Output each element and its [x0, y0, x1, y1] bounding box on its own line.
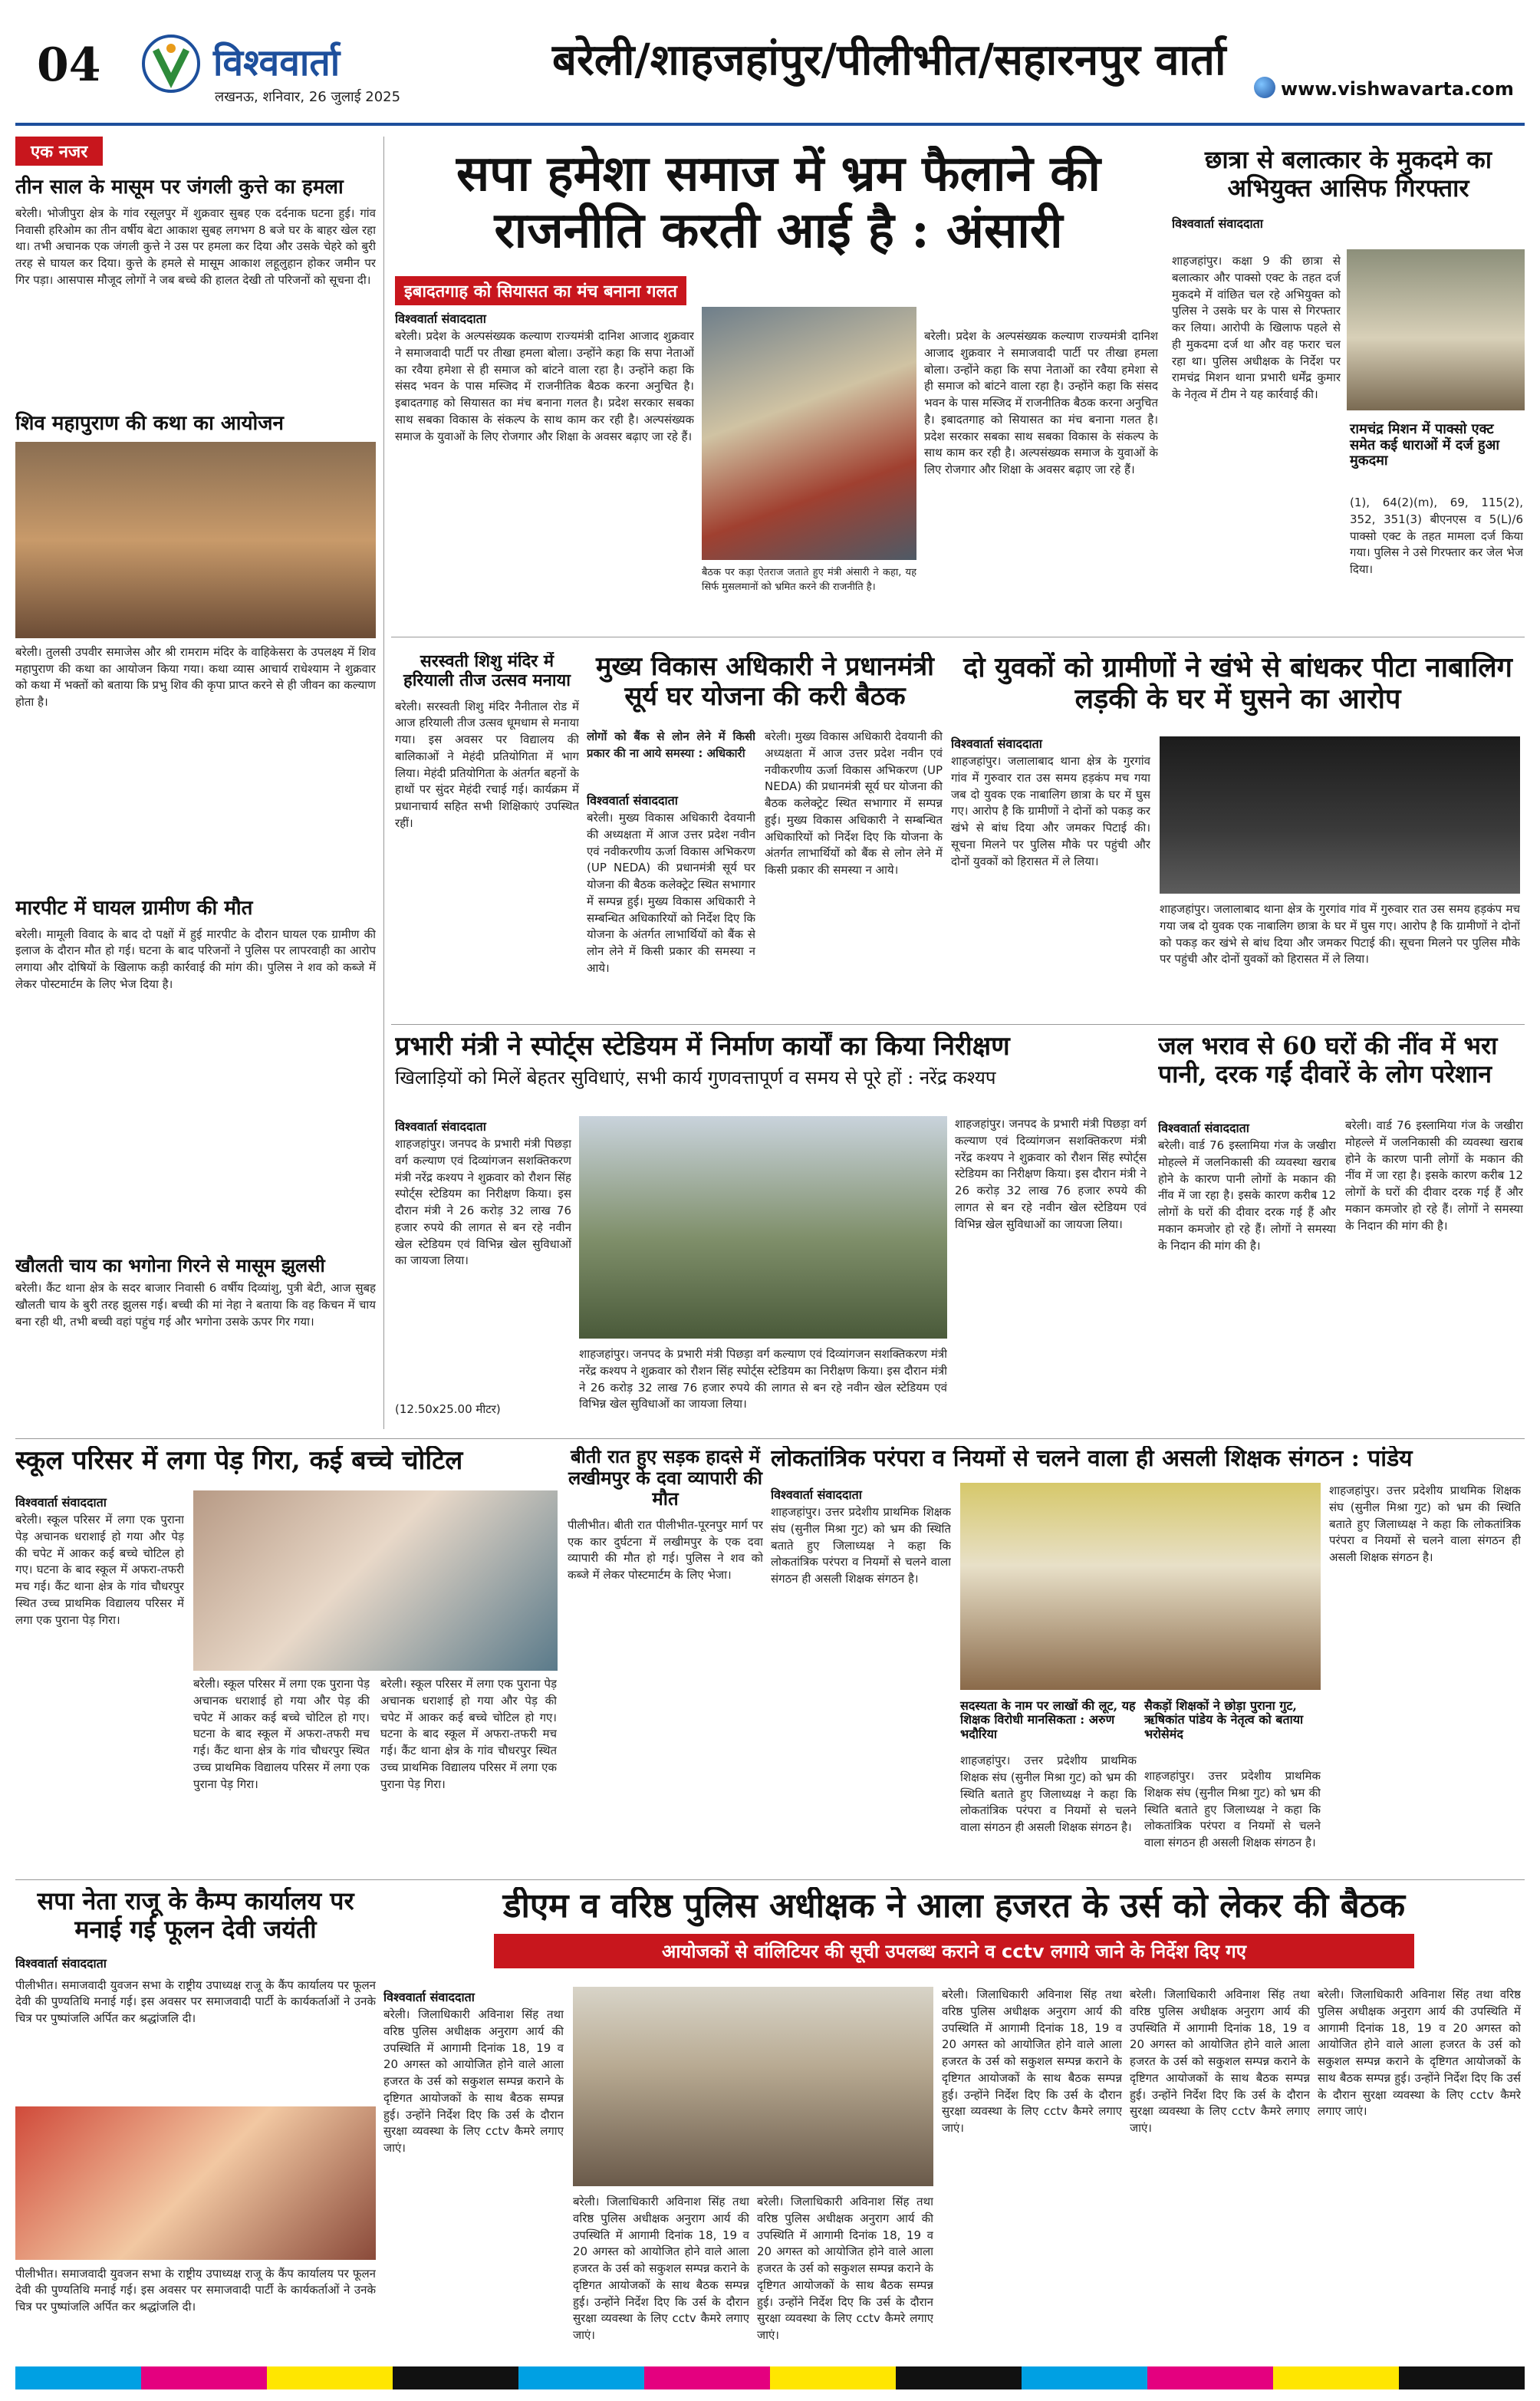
youths-beaten-body-col2: शाहजहांपुर। जलालाबाद थाना क्षेत्र के गुरगांव गांव में गुरुवार रात उस समय हड़कंप मच गया जब दो युवक एक नाबालिग छात्रा के घर में घुस गए। आरोप है कि ग्रामीणों ने दोनों को पकड़ कर खंभे से बांध दिया और जमकर पिटाई की। सूचना मिलने पर पुलिस मौके पर पहुंची और दोनों युवकों को हिरासत में ले लिया।	[1160, 902, 1520, 967]
cmyk-black	[896, 2366, 1022, 2389]
urs-subhead: आयोजकों से वांलिटियर की सूची उपलब्ध कराने व cctv लगाये जाने के निर्देश दिए गए	[494, 1934, 1414, 1968]
sidebar-story2-body: बरेली। तुलसी उपवीर समाजेस और श्री रामराम मंदिर के वाहिकेसरा के उपलक्ष्य में शिव महापुराण की कथा का आयोजन किया गया। कथा व्यास आचार्य राधेश्याम ने शुक्रवार को कथा में भक्तों को बताया कि प्रभु शिव की कृपा प्राप्त करने से ही जीवन का कल्याण होता है।	[15, 644, 376, 710]
trader-death-headline: बीती रात हुए सड़क हादसे में लखीमपुर के दवा व्यापारी की मौत	[568, 1446, 762, 1510]
sidebar-story2-headline: शिव महापुराण की कथा का आयोजन	[15, 411, 284, 435]
trader-death-body: पीलीभीत। बीती रात पीलीभीत-पूरनपुर मार्ग पर एक कार दुर्घटना में लखीमपुर के एक दवा व्यापारी की मौत हो गई। पुलिस ने शव को कब्जे में लेकर पोस्टमार्टम के लिए भेजा।	[568, 1517, 763, 1583]
rape-accused-caption: रामचंद्र मिशन में पाक्सो एक्ट समेत कई धाराओं में दर्ज हुआ मुकदमा	[1350, 421, 1499, 469]
phoolan-body-cont: पीलीभीत। समाजवादी युवजन सभा के राष्ट्रीय उपाध्यक्ष राजू के कैंप कार्यालय पर फूलन देवी की पुण्यतिथि मनाई गई। इस अवसर पर समाजवादी पार्टी के कार्यकर्ताओं ने उनके चित्र पर पुष्पांजलि अर्पित कर श्रद्धांजलि दी।	[15, 2266, 376, 2314]
cmyk-cyan	[1022, 2366, 1147, 2389]
teacher-union-pull1: सदस्यता के नाम पर लाखों की लूट, यह शिक्षक विरोधी मानसिकता : अरुण भदौरिया	[960, 1698, 1136, 1741]
surya-ghar-callout: लोगों को बैंक से लोन लेने में किसी प्रकार की ना आये समस्या : अधिकारी	[587, 730, 755, 760]
stadium-byline: विश्ववार्ता संवाददाता	[395, 1116, 486, 1136]
sidebar-story1-body: बरेली। भोजीपुरा क्षेत्र के गांव रसूलपुर में शुक्रवार सुबह एक दर्दनाक घटना हुई। गांव निवासी हरिओम का तीन वर्षीय बेटा आकाश सुबह लगभग 8 बजे घर के बाहर खेल रहा था। तभी अचानक एक जंगली कुत्ते ने उस पर हमला कर दिया और उसके चेहरे को बुरी तरह से घायल कर दिया। कुत्ते के हमले से मासूम आकाश लहूलुहान होकर जमीन पर गिर पड़ा। आसपास मौजूद लोगों ने जब बच्चे की हालत देखी तो परिजनों को सूचना दी।	[15, 206, 376, 287]
teacher-union-body-col4: शाहजहांपुर। उत्तर प्रदेशीय प्राथमिक शिक्षक संघ (सुनील मिश्रा गुट) को भ्रम की स्थिति बताते हुए जिलाध्यक्ष ने कहा कि लोकतांत्रिक परंपरा व नियमों से चलने वाला संगठन ही असली शिक्षक संगठन है।	[1144, 1769, 1321, 1849]
tree-fall-photo	[193, 1490, 558, 1671]
sidebar-story1-headline: तीन साल के मासूम पर जंगली कुत्ते का हमला	[15, 176, 344, 199]
phoolan-story	[15, 1887, 376, 2347]
youths-beaten-headline: दो युवकों को ग्रामीणों ने खंभे से बांधकर पीटा नाबालिग लड़की के घर में घुसने का आरोप	[963, 652, 1512, 716]
surya-ghar-headline: मुख्य विकास अधिकारी ने प्रधानमंत्री सूर्य घर योजना की करी बैठक	[596, 652, 934, 713]
urs-body: बरेली। जिलाधिकारी अविनाश सिंह तथा वरिष्ठ पुलिस अधीक्षक अनुराग आर्य की उपस्थिति में आगामी दिनांक 18, 19 व 20 अगस्त को आयोजित होने वाले आला हजरत के उर्स को सकुशल सम्पन्न कराने के दृष्टिगत आयोजकों के साथ बैठक सम्पन्न हुई। उन्होंने निर्देश दिए कि उर्स के दौरान सुरक्षा व्यवस्था के लिए cctv कैमरे लगाए जाएं।	[383, 2007, 564, 2155]
sidebar-story4-body: बरेली। कैंट थाना क्षेत्र के सदर बाजार निवासी 6 वर्षीय दिव्यांशु, पुत्री बेटी, आज सुबह खौलती चाय के बुरी तरह झुलस गई। बच्ची की मां नेहा ने बताया कि वह किचन में चाय बना रही थी, तभी बच्ची वहां पहुंच गई और भगोना उसके ऊपर गिर गया।	[15, 1281, 376, 1329]
tree-fall-story	[15, 1446, 560, 1872]
tree-fall-body: बरेली। स्कूल परिसर में लगा एक पुराना पेड़ अचानक धराशाई हो गया और पेड़ की चपेट में आकर कई बच्चे चोटिल हो गए। घटना के बाद स्कूल में अफरा-तफरी मच गई। कैंट थाना क्षेत्र के गांव चौधरपुर स्थित उच्च प्राथमिक विद्यालय परिसर में लगा एक पुराना पेड़ गिरा।	[15, 1513, 184, 1627]
lead-story	[395, 146, 1162, 629]
phoolan-headline: सपा नेता राजू के कैम्प कार्यालय पर मनाई गई फूलन देवी जयंती	[37, 1887, 354, 1944]
urs-headline: डीएम व वरिष्ठ पुलिस अधीक्षक ने आला हजरत के उर्स को लेकर की बैठक	[502, 1887, 1406, 1925]
sidebar-label: एक नजर	[15, 137, 103, 166]
surya-ghar-body: बरेली। मुख्य विकास अधिकारी देवयानी की अध्यक्षता में आज उत्तर प्रदेश नवीन एवं नवीकरणीय ऊर्जा विकास अभिकरण (UP NEDA) की प्रधानमंत्री सूर्य घर योजना की बैठक कलेक्ट्रेट स्थित सभागार में सम्पन्न हुई। मुख्य विकास अधिकारी ने सम्बन्धित अधिकारियों को निर्देश दिए कि योजना के अंतर्गत लाभार्थियों को बैंक से लोन लेने में किसी प्रकार की समस्या न आये।	[587, 811, 755, 975]
teacher-union-byline: विश्ववार्ता संवाददाता	[771, 1484, 862, 1504]
masthead-rule	[15, 123, 1525, 126]
stadium-body-col4: शाहजहांपुर। जनपद के प्रभारी मंत्री पिछड़ा वर्ग कल्याण एवं दिव्यांगजन सशक्तिकरण मंत्री नरेंद्र कश्यप ने शुक्रवार को रौशन सिंह स्पोर्ट्स स्टेडियम का निरीक्षण किया। इस दौरान मंत्री ने 26 करोड़ 32 लाख 76 हजार रुपये की लागत से बन रहे नवीन खेल स्टेडियम एवं विभिन्न खेल सुविधाओं का जायजा लिया।	[955, 1117, 1147, 1231]
teacher-union-body-col3: शाहजहांपुर। उत्तर प्रदेशीय प्राथमिक शिक्षक संघ (सुनील मिश्रा गुट) को भ्रम की स्थिति बताते हुए जिलाध्यक्ष ने कहा कि लोकतांत्रिक परंपरा व नियमों से चलने वाला संगठन ही असली शिक्षक संगठन है।	[960, 1754, 1137, 1834]
website-url[interactable]: www.vishwavarta.com	[1281, 78, 1514, 100]
paper-title: विश्ववार्ता	[213, 41, 341, 84]
waterlog-headline: जल भराव से 60 घरों की नींव में भरा पानी, दरक गईं दीवारें के लोग परेशान	[1158, 1032, 1498, 1089]
urs-meeting-story	[383, 1887, 1525, 2347]
rape-accused-body: शाहजहांपुर। कक्षा 9 की छात्रा से बलात्कार और पाक्सो एक्ट के तहत दर्ज मुकदमे में वांछित चल रहे अभियुक्त को पुलिस ने उसके घर के पास से गिरफ्तार कर लिया। आरोपी के खिलाफ पहले से ही मुकदमा दर्ज था और वह फरार चल रहा था। पुलिस अधीक्षक के निर्देश पर रामचंद्र मिशन थाना प्रभारी धर्मेंद्र कुमार के नेतृत्व में टीम ने यह कार्रवाई की।	[1172, 254, 1341, 401]
row3-rule	[15, 1438, 1525, 1439]
page-number: 04	[37, 38, 101, 92]
stadium-subhead: खिलाड़ियों को मिलें बेहतर सुविधाएं, सभी कार्य गुणवत्तापूर्ण व समय से पूरे हों : नरेंद्र कश्यप	[395, 1067, 996, 1089]
row2-rule	[391, 1024, 1525, 1025]
teacher-union-story	[771, 1446, 1525, 1872]
urs-body-col5: बरेली। जिलाधिकारी अविनाश सिंह तथा वरिष्ठ पुलिस अधीक्षक अनुराग आर्य की उपस्थिति में आगामी दिनांक 18, 19 व 20 अगस्त को आयोजित होने वाले आला हजरत के उर्स को सकुशल सम्पन्न कराने के दृष्टिगत आयोजकों के साथ बैठक सम्पन्न हुई। उन्होंने निर्देश दिए कि उर्स के दौरान सुरक्षा व्यवस्था के लिए cctv कैमरे लगाए जाएं।	[942, 1988, 1122, 2135]
waterlog-byline: विश्ववार्ता संवाददाता	[1158, 1118, 1249, 1138]
phoolan-byline: विश्ववार्ता संवाददाता	[15, 1953, 376, 1973]
rape-accused-byline: विश्ववार्ता संवाददाता	[1172, 213, 1525, 233]
phoolan-body: पीलीभीत। समाजवादी युवजन सभा के राष्ट्रीय उपाध्यक्ष राजू के कैंप कार्यालय पर फूलन देवी की पुण्यतिथि मनाई गई। इस अवसर पर समाजवादी पार्टी के कार्यकर्ताओं ने उनके चित्र पर पुष्पांजलि अर्पित कर श्रद्धांजलि दी।	[15, 1978, 376, 2026]
lead-byline: विश्ववार्ता संवाददाता	[395, 308, 486, 328]
sidebar-story2-photo	[15, 442, 376, 638]
urs-body-col3: बरेली। जिलाधिकारी अविनाश सिंह तथा वरिष्ठ पुलिस अधीक्षक अनुराग आर्य की उपस्थिति में आगामी दिनांक 18, 19 व 20 अगस्त को आयोजित होने वाले आला हजरत के उर्स को सकुशल सम्पन्न कराने के दृष्टिगत आयोजकों के साथ बैठक सम्पन्न हुई। उन्होंने निर्देश दिए कि उर्स के दौरान सुरक्षा व्यवस्था के लिए cctv कैमरे लगाए जाएं।	[573, 2195, 749, 2342]
rape-accused-photo	[1347, 249, 1525, 410]
waterlog-body: बरेली। वार्ड 76 इस्लामिया गंज के जखीरा मोहल्ले में जलनिकासी की व्यवस्था खराब होने के कारण पानी लोगों के मकान की नींव में जा रहा है। इसके कारण करीब 12 लोगों के घरों की दीवार दरक गई हैं और मकान कमजोर हो रहे हैं। लोगों ने समस्या के निदान की मांग की है।	[1158, 1138, 1336, 1253]
stadium-photo	[579, 1116, 947, 1339]
teacher-union-photo	[960, 1483, 1321, 1690]
waterlog-body-col2: बरेली। वार्ड 76 इस्लामिया गंज के जखीरा मोहल्ले में जलनिकासी की व्यवस्था खराब होने के कारण पानी लोगों के मकान की नींव में जा रहा है। इसके कारण करीब 12 लोगों के घरों की दीवार दरक गई हैं और मकान कमजोर हो रहे हैं। लोगों ने समस्या के निदान की मांग की है।	[1345, 1118, 1523, 1233]
masthead	[0, 0, 1540, 115]
stadium-body: शाहजहांपुर। जनपद के प्रभारी मंत्री पिछड़ा वर्ग कल्याण एवं दिव्यांगजन सशक्तिकरण मंत्री नरेंद्र कश्यप ने शुक्रवार को रौशन सिंह स्पोर्ट्स स्टेडियम का निरीक्षण किया। इस दौरान मंत्री ने 26 करोड़ 32 लाख 76 हजार रुपये की लागत से बन रहे नवीन खेल स्टेडियम एवं विभिन्न खेल सुविधाओं का जायजा लिया।	[395, 1137, 571, 1268]
cmyk-cyan	[15, 2366, 141, 2389]
region-title: बरेली/शाहजहांपुर/पीलीभीत/सहारनपुर वार्ता	[552, 35, 1226, 85]
surya-ghar-body-col2: बरेली। मुख्य विकास अधिकारी देवयानी की अध्यक्षता में आज उत्तर प्रदेश नवीन एवं नवीकरणीय ऊर्जा विकास अभिकरण (UP NEDA) की प्रधानमंत्री सूर्य घर योजना की बैठक कलेक्ट्रेट स्थित सभागार में सम्पन्न हुई। मुख्य विकास अधिकारी ने सम्बन्धित अधिकारियों को निर्देश दिए कि योजना के अंतर्गत लाभार्थियों को बैंक से लोन लेने में किसी प्रकार की समस्या न आये।	[765, 730, 943, 877]
stadium-headline: प्रभारी मंत्री ने स्पोर्ट्स स्टेडियम में निर्माण कार्यों का किया निरीक्षण	[395, 1032, 1010, 1062]
tree-fall-headline: स्कूल परिसर में लगा पेड़ गिरा, कई बच्चे चोटिल	[15, 1446, 463, 1476]
teacher-union-headline: लोकतांत्रिक परंपरा व नियमों से चलने वाला ही असली शिक्षक संगठन : पांडेय	[771, 1446, 1413, 1472]
rape-accused-headline: छात्रा से बलात्कार के मुकदमे का अभियुक्त आसिफ गिरफ्तार	[1204, 146, 1492, 203]
stadium-story	[395, 1032, 1150, 1431]
teacher-union-body: शाहजहांपुर। उत्तर प्रदेशीय प्राथमिक शिक्षक संघ (सुनील मिश्रा गुट) को भ्रम की स्थिति बताते हुए जिलाध्यक्ष ने कहा कि लोकतांत्रिक परंपरा व नियमों से चलने वाला संगठन ही असली शिक्षक संगठन है।	[771, 1505, 951, 1586]
cmyk-cyan	[518, 2366, 644, 2389]
stadium-body-col3: शाहजहांपुर। जनपद के प्रभारी मंत्री पिछड़ा वर्ग कल्याण एवं दिव्यांगजन सशक्तिकरण मंत्री नरेंद्र कश्यप ने शुक्रवार को रौशन सिंह स्पोर्ट्स स्टेडियम का निरीक्षण किया। इस दौरान मंत्री ने 26 करोड़ 32 लाख 76 हजार रुपये की लागत से बन रहे नवीन खेल स्टेडियम एवं विभिन्न खेल सुविधाओं का जायजा लिया।	[579, 1347, 947, 1411]
sidebar-story3-body: बरेली। मामूली विवाद के बाद दो पक्षों में हुई मारपीट के दौरान घायल एक ग्रामीण की इलाज के दौरान मौत हो गई। घटना के बाद परिजनों ने पुलिस पर लापरवाही का आरोप लगाया और दोषियों के खिलाफ कड़ी कार्रवाई की मांग की। पुलिस ने शव को कब्जे में लेकर पोस्टमार्टम के लिए भेज दिया है।	[15, 927, 376, 991]
surya-ghar-byline: विश्ववार्ता संवाददाता	[587, 790, 678, 810]
teej-body: बरेली। सरस्वती शिशु मंदिर नैनीताल रोड में आज हरियाली तीज उत्सव धूमधाम से मनाया गया। इस अवसर पर विद्यालय की बालिकाओं ने मेहंदी प्रतियोगिता में भाग लिया। मेहंदी प्रतियोगिता के अंतर्गत बहनों के हाथों पर सुंदर मेहंदी रचाई गई। कार्यक्रम में प्रधानाचार्य सहित सभी शिक्षिकाएं उपस्थित रहीं।	[395, 699, 579, 830]
column-divider	[383, 137, 384, 1429]
lead-headline: सपा हमेशा समाज में भ्रम फैलाने की राजनीति करती आई है : अंसारी	[456, 146, 1101, 259]
tree-fall-body-col3: बरेली। स्कूल परिसर में लगा एक पुराना पेड़ अचानक धराशाई हो गया और पेड़ की चपेट में आकर कई बच्चे चोटिल हो गए। घटना के बाद स्कूल में अफरा-तफरी मच गई। कैंट थाना क्षेत्र के गांव चौधरपुर स्थित उच्च प्राथमिक विद्यालय परिसर में लगा एक पुराना पेड़ गिरा।	[380, 1677, 557, 1791]
teacher-union-pull2: सैकड़ों शिक्षकों ने छोड़ा पुराना गुट, ऋषिकांत पांडेय के नेतृत्व को बताया भरोसेमंद	[1144, 1698, 1304, 1741]
surya-ghar-story	[587, 652, 943, 1016]
tree-fall-byline: विश्ववार्ता संवाददाता	[15, 1492, 107, 1512]
lead-photo	[702, 307, 916, 560]
cmyk-magenta	[141, 2366, 267, 2389]
cmyk-color-bar	[15, 2366, 1525, 2389]
teej-headline: सरस्वती शिशु मंदिर में हरियाली तीज उत्सव मनाया	[403, 652, 571, 691]
phoolan-photo	[15, 2106, 376, 2260]
rape-accused-story	[1172, 146, 1525, 629]
cmyk-black	[1399, 2366, 1525, 2389]
trader-death-story	[568, 1446, 763, 1872]
sidebar-story3-headline: मारपीट में घायल ग्रामीण की मौत	[15, 896, 253, 920]
sidebar-ek-nazar	[15, 137, 376, 1429]
vishwavarta-logo-icon	[142, 35, 200, 93]
urs-photo	[573, 1987, 933, 2186]
lead-caption: बैठक पर कड़ा ऐतराज जताते हुए मंत्री अंसारी ने कहा, यह सिर्फ मुसलमानों को भ्रमित करने की राजनीति है।	[702, 567, 916, 593]
cmyk-magenta	[1147, 2366, 1273, 2389]
lead-body-left: बरेली। प्रदेश के अल्पसंख्यक कल्याण राज्यमंत्री दानिश आजाद शुक्रवार ने समाजवादी पार्टी पर तीखा हमला बोला। उन्होंने कहा कि सपा नेताओं का रवैया हमेशा से ही समाज को बांटने वाला रहा है। उन्होंने कहा कि संसद भवन के पास मस्जिद में राजनीतिक बैठक करना अनुचित है। इबादतगाह को सियासत का मंच बनाना गलत है। प्रदेश सरकार सबका साथ सबका विकास के संकल्प के साथ काम कर रही है। अल्पसंख्यक समाज के युवाओं के लिए रोजगार और शिक्षा के अवसर बढ़ाए जा रहे हैं।	[395, 329, 694, 443]
date-line: लखनऊ, शनिवार, 26 जुलाई 2025	[215, 89, 401, 105]
sidebar-story4-headline: खौलती चाय का भगोना गिरने से मासूम झुलसी	[15, 1253, 325, 1276]
cmyk-yellow	[267, 2366, 393, 2389]
youths-beaten-byline: विश्ववार्ता संवाददाता	[951, 733, 1042, 753]
urs-body-col7: बरेली। जिलाधिकारी अविनाश सिंह तथा वरिष्ठ पुलिस अधीक्षक अनुराग आर्य की उपस्थिति में आगामी दिनांक 18, 19 व 20 अगस्त को आयोजित होने वाले आला हजरत के उर्स को सकुशल सम्पन्न कराने के दृष्टिगत आयोजकों के साथ बैठक सम्पन्न हुई। उन्होंने निर्देश दिए कि उर्स के दौरान सुरक्षा व्यवस्था के लिए cctv कैमरे लगाए जाएं।	[1318, 1988, 1521, 2119]
teej-story	[395, 652, 579, 1016]
youths-beaten-story	[951, 652, 1525, 1016]
youths-beaten-photo	[1160, 736, 1520, 894]
urs-byline: विश्ववार्ता संवाददाता	[383, 1987, 475, 2007]
lead-subhead: इबादतगाह को सियासत का मंच बनाना गलत	[395, 276, 686, 305]
cmyk-yellow	[1273, 2366, 1399, 2389]
cmyk-black	[393, 2366, 518, 2389]
cmyk-magenta	[644, 2366, 770, 2389]
teacher-union-body-col5: शाहजहांपुर। उत्तर प्रदेशीय प्राथमिक शिक्षक संघ (सुनील मिश्रा गुट) को भ्रम की स्थिति बताते हुए जिलाध्यक्ष ने कहा कि लोकतांत्रिक परंपरा व नियमों से चलने वाला संगठन ही असली शिक्षक संगठन है।	[1329, 1484, 1521, 1564]
globe-icon	[1254, 77, 1275, 98]
urs-body-col4: बरेली। जिलाधिकारी अविनाश सिंह तथा वरिष्ठ पुलिस अधीक्षक अनुराग आर्य की उपस्थिति में आगामी दिनांक 18, 19 व 20 अगस्त को आयोजित होने वाले आला हजरत के उर्स को सकुशल सम्पन्न कराने के दृष्टिगत आयोजकों के साथ बैठक सम्पन्न हुई। उन्होंने निर्देश दिए कि उर्स के दौरान सुरक्षा व्यवस्था के लिए cctv कैमरे लगाए जाएं।	[757, 2195, 933, 2342]
rape-accused-sections: (1), 64(2)(m), 69, 115(2), 352, 351(3) बीएनएस व 5(L)/6 पाक्सो एक्ट के तहत मामला दर्ज किया गया। पुलिस ने उसे गिरफ्तार कर जेल भेज दिया।	[1350, 496, 1523, 576]
tree-fall-body-col2: बरेली। स्कूल परिसर में लगा एक पुराना पेड़ अचानक धराशाई हो गया और पेड़ की चपेट में आकर कई बच्चे चोटिल हो गए। घटना के बाद स्कूल में अफरा-तफरी मच गई। कैंट थाना क्षेत्र के गांव चौधरपुर स्थित उच्च प्राथमिक विद्यालय परिसर में लगा एक पुराना पेड़ गिरा।	[193, 1677, 370, 1791]
row4-rule	[15, 1879, 1525, 1880]
urs-body-col6: बरेली। जिलाधिकारी अविनाश सिंह तथा वरिष्ठ पुलिस अधीक्षक अनुराग आर्य की उपस्थिति में आगामी दिनांक 18, 19 व 20 अगस्त को आयोजित होने वाले आला हजरत के उर्स को सकुशल सम्पन्न कराने के दृष्टिगत आयोजकों के साथ बैठक सम्पन्न हुई। उन्होंने निर्देश दिए कि उर्स के दौरान सुरक्षा व्यवस्था के लिए cctv कैमरे लगाए जाएं।	[1130, 1988, 1310, 2135]
waterlog-story	[1158, 1032, 1525, 1431]
lead-body-right: बरेली। प्रदेश के अल्पसंख्यक कल्याण राज्यमंत्री दानिश आजाद शुक्रवार ने समाजवादी पार्टी पर तीखा हमला बोला। उन्होंने कहा कि सपा नेताओं का रवैया हमेशा से ही समाज को बांटने वाला रहा है। उन्होंने कहा कि संसद भवन के पास मस्जिद में राजनीतिक बैठक करना अनुचित है। इबादतगाह को सियासत का मंच बनाना गलत है। प्रदेश सरकार सबका साथ सबका विकास के संकल्प के साथ काम कर रही है। अल्पसंख्यक समाज के युवाओं के लिए रोजगार और शिक्षा के अवसर बढ़ाए जा रहे हैं।	[924, 329, 1158, 476]
cmyk-yellow	[770, 2366, 896, 2389]
stadium-caption: (12.50x25.00 मीटर)	[395, 1402, 501, 1416]
youths-beaten-body: शाहजहांपुर। जलालाबाद थाना क्षेत्र के गुरगांव गांव में गुरुवार रात उस समय हड़कंप मच गया जब दो युवक एक नाबालिग छात्रा के घर में घुस गए। आरोप है कि ग्रामीणों ने दोनों को पकड़ कर खंभे से बांध दिया और जमकर पिटाई की। सूचना मिलने पर पुलिस मौके पर पहुंची और दोनों युवकों को हिरासत में ले लिया।	[951, 754, 1150, 868]
